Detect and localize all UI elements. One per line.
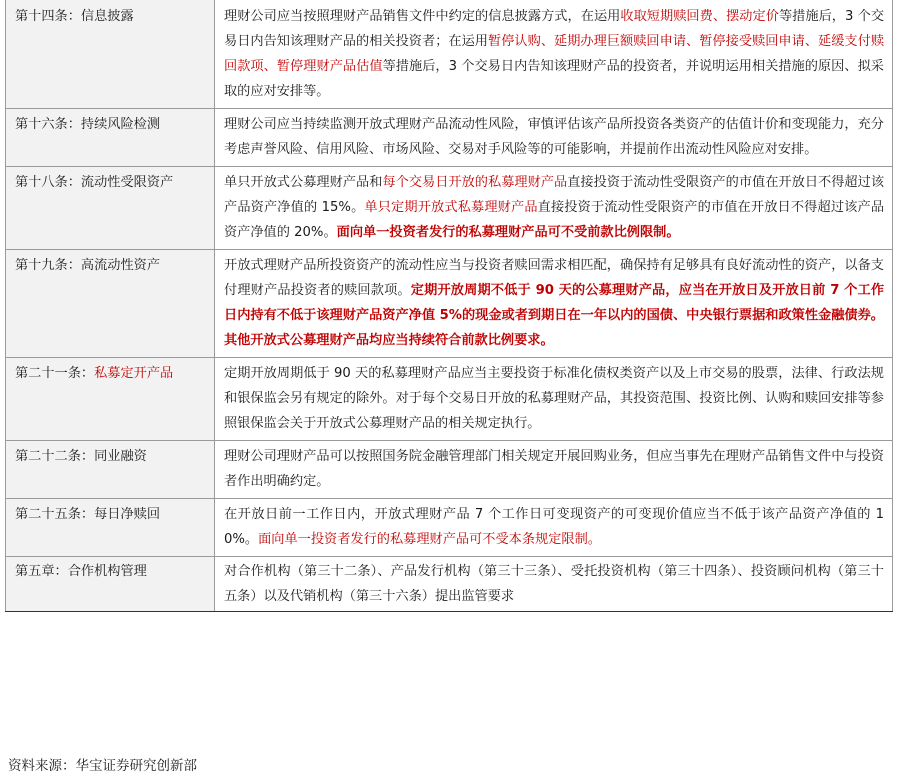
highlighted-text: 暂停认购、延期办理巨额赎回申请、暂停接受赎回申请、延缓支付赎回款项、暂停理财产品估值 (224, 34, 885, 74)
regulation-table (5, 0, 893, 612)
description-text: 单只开放式公募理财产品和 (224, 175, 383, 190)
table-row (6, 499, 893, 557)
article-label: 第五章：合作机构管理 (15, 564, 147, 579)
highlighted-text: 收取短期赎回费、摆动定价 (620, 9, 779, 24)
table-row (6, 109, 893, 167)
article-cell (6, 0, 215, 109)
highlighted-text: 单只定期开放式私募理财产品 (364, 200, 538, 215)
description-text: 理财公司应当按照理财产品销售文件中约定的信息披露方式，在运用 (224, 9, 621, 24)
description-text: 对合作机构（第三十二条）、产品发行机构（第三十三条）、受托投资机构（第三十四条）、投资顾问机构（第三十五条）以及代销机构（第三十六条）提出监管要求 (224, 564, 884, 604)
article-label-highlight: 私募定开产品 (94, 366, 174, 381)
description-text: 在开放日前一工作日内，开放式理财产品 7 个工作日可变现资产的可变现价值应当不低于该产品资产净值的 10%。 (224, 507, 884, 547)
description-cell (215, 441, 893, 499)
article-cell (6, 499, 215, 557)
article-cell (6, 250, 215, 358)
article-label: 第二十五条：每日净赎回 (15, 507, 161, 522)
article-cell (6, 441, 215, 499)
description-text: 开放式理财产品所投资资产的流动性应当与投资者赎回需求相匹配，确保持有足够具有良好流动性的资产，以备支付理财产品投资者的赎回款项。 (224, 258, 884, 298)
article-label: 第十八条：流动性受限资产 (15, 175, 174, 190)
table-row (6, 250, 893, 358)
article-label: 第十四条：信息披露 (15, 9, 134, 24)
description-cell (215, 109, 893, 167)
highlighted-text: 面向单一投资者发行的私募理财产品可不受本条规定限制。 (258, 532, 601, 547)
description-cell (215, 358, 893, 441)
description-cell (215, 250, 893, 358)
table-row (6, 167, 893, 250)
description-text: 等措施后，3 个交易日内告知该理财产品的相关投资者；在运用 (224, 9, 885, 49)
description-text: 直接投资于流动性受限资产的市值在开放日不得超过该产品资产净值的 15%。 (224, 175, 885, 215)
description-cell (215, 167, 893, 250)
article-label: 第二十二条：同业融资 (15, 449, 147, 464)
description-text: 直接投资于流动性受限资产的市值在开放日不得超过该产品资产净值的 20%。 (224, 200, 885, 240)
description-text: 理财公司理财产品可以按照国务院金融管理部门相关规定开展回购业务，但应当事先在理财产品销售文件中与投资者作出明确约定。 (224, 449, 884, 489)
description-text: 理财公司应当持续监测开放式理财产品流动性风险，审慎评估该产品所投资各类资产的估值计价和变现能力，充分考虑声誉风险、信用风险、市场风险、交易对手风险等的可能影响，并提前作出流动性风险应对安排。 (224, 117, 884, 157)
article-label: 第二十一条： (15, 366, 95, 381)
highlighted-text: 面向单一投资者发行的私募理财产品可不受前款比例限制。 (336, 225, 680, 240)
article-cell (6, 167, 215, 250)
article-cell (6, 557, 215, 612)
description-text: 定期开放周期低于 90 天的私募理财产品应当主要投资于标准化债权类资产以及上市交易的股票，法律、行政法规和银保监会另有规定的除外。对于每个交易日开放的私募理财产品，其投资范围、投资比例、认购和赎回安排等参照银保监会关于开放式公募理财产品的相关规定执行。 (224, 366, 884, 431)
description-cell (215, 557, 893, 612)
article-label: 第十六条：持续风险检测 (15, 117, 161, 132)
regulation-table-body (6, 0, 893, 612)
highlighted-text: 每个交易日开放的私募理财产品 (382, 175, 568, 190)
table-row (6, 441, 893, 499)
article-label: 第十九条：高流动性资产 (15, 258, 161, 273)
table-row (6, 358, 893, 441)
article-cell (6, 358, 215, 441)
description-cell (215, 499, 893, 557)
description-text: 等措施后，3 个交易日内告知该理财产品的投资者，并说明运用相关措施的原因、拟采取的应对安排等。 (224, 59, 884, 99)
article-cell (6, 109, 215, 167)
table-row (6, 0, 893, 109)
source-note: 资料来源：华宝证券研究创新部 (8, 758, 197, 774)
description-cell (215, 0, 893, 109)
table-row (6, 557, 893, 612)
highlighted-text: 定期开放周期不低于 90 天的公募理财产品，应当在开放日及开放日前 7 个工作日内持有不低于该理财产品资产净值 5%的现金或者到期日在一年以内的国债、中央银行票据和政策性金融债券。其他开放式公募理财产品均应当持续符合前款比例要求。 (224, 283, 885, 348)
